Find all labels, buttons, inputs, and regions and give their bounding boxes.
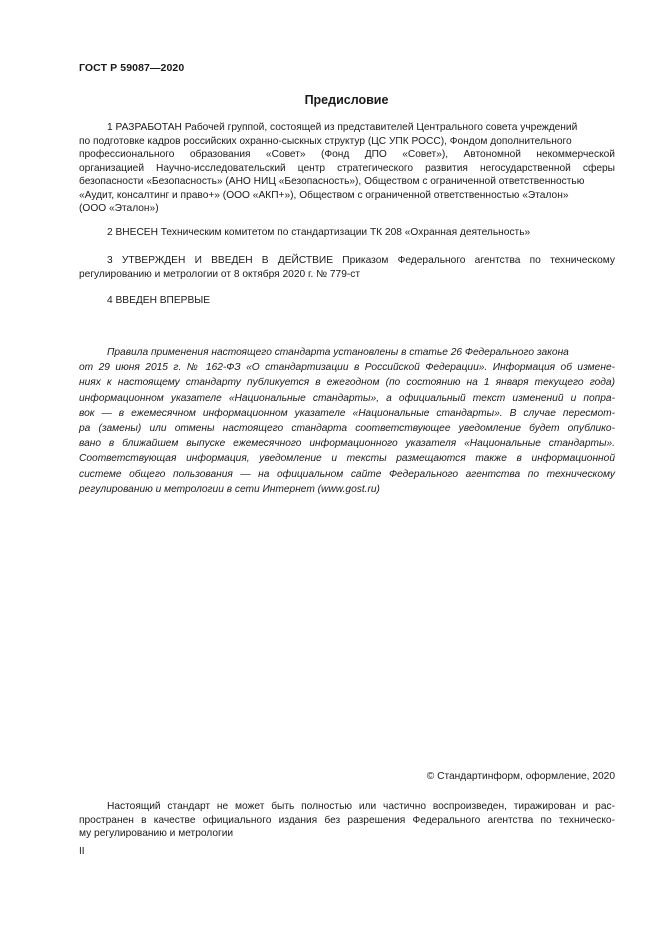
- notice-line: ра (замены) или отмены настоящего стандарта соответствующее уведомление будет опублико-: [79, 423, 615, 435]
- item1-line: «Аудит, консалтинг и право+» (ООО «АКП+»), Обществом с ограниченной ответственностью «Эталон»: [79, 189, 569, 201]
- item1-line: безопасности «Безопасность» (АНО НИЦ «Безопасность»), Обществом с ограниченной ответственностью: [79, 176, 585, 187]
- preface-title: [0, 93, 661, 107]
- item1-line: 1 РАЗРАБОТАН Рабочей группой, состоящей из представителей Центрального совета учреждений: [107, 122, 578, 133]
- copyright-line: © Стандартинформ, оформление, 2020: [426, 771, 615, 782]
- standard-number: ГОСТ Р 59087—2020: [79, 62, 185, 74]
- notice-line: вано в ближайшем выпуске ежемесячного информационного указателя «Национальные стандарты».: [79, 438, 615, 450]
- preface-item-1: [79, 121, 615, 216]
- page-number: II: [79, 846, 85, 857]
- notice-line: вок — в ежемесячном информационном указателе «Национальные стандарты». В случае пересмот-: [79, 407, 615, 419]
- notice-line: Соответствующая информация, уведомление и тексты размещаются также в информационной: [79, 453, 615, 465]
- item3-line: регулированию и метрологии от 8 октября 2020 г. № 779-ст: [79, 268, 361, 280]
- reproduction-line: му регулированию и метрологии: [79, 828, 234, 839]
- notice-line: от 29 июня 2015 г. № 162-ФЗ «О стандартизации в Российской Федерации». Информация об измене-: [79, 362, 615, 374]
- notice-line: системе общего пользования — на официальном сайте Федерального агентства по техническому: [79, 468, 615, 480]
- preface-item-3: [79, 254, 615, 281]
- preface-item-4: [79, 294, 615, 308]
- item3-line: 3 УТВЕРЖДЕН И ВВЕДЕН В ДЕЙСТВИЕ Приказом Федерального агентства по техническому: [107, 255, 615, 266]
- item1-line: профессионального образования «Совет» (Фонд ДПО «Совет»), Автономной некоммерческой: [79, 149, 615, 160]
- item1-line: организацией Научно-исследовательский центр стратегического развития негосударственной сферы: [79, 162, 615, 174]
- preface-item-2: [79, 226, 615, 240]
- item1-line: по подготовке кадров российских охранно-сыскных структур (ЦС УПК РОСС), Фондом дополнительного: [79, 135, 572, 147]
- item1-line: (ООО «Эталон»): [79, 203, 159, 214]
- reproduction-line: пространен в качестве официального издания без разрешения Федерального агентства по техническо-: [79, 814, 615, 826]
- application-notice: [79, 345, 615, 497]
- preface-title-text: Предисловие: [304, 93, 389, 107]
- reproduction-line: Настоящий стандарт не может быть полностью или частично воспроизведен, тиражирован и рас-: [107, 801, 615, 812]
- item2-line: 2 ВНЕСЕН Техническим комитетом по стандартизации ТК 208 «Охранная деятельность»: [107, 227, 531, 238]
- notice-line: Правила применения настоящего стандарта установлены в статье 26 Федерального закона: [107, 347, 569, 358]
- reproduction-notice: [79, 800, 615, 841]
- notice-line: ниях к настоящему стандарту публикуется в ежегодном (по состоянию на 1 января текущего года): [79, 377, 615, 389]
- notice-line: регулированию и метрологии в сети Интернет (www.gost.ru): [79, 483, 380, 495]
- notice-line: информационном указателе «Национальные стандарты», а официальный текст изменений и попра-: [79, 392, 615, 404]
- item4-line: 4 ВВЕДЕН ВПЕРВЫЕ: [107, 295, 211, 306]
